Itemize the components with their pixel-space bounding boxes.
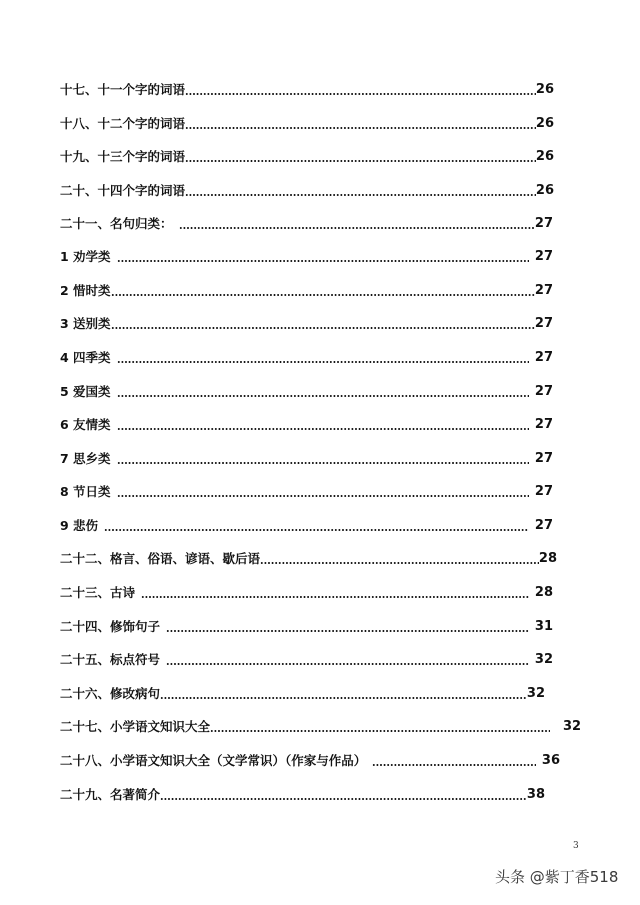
toc-entry[interactable] <box>60 752 560 770</box>
toc-entry-page: 26 <box>535 116 554 131</box>
toc-entry-label: 7 思乡类 <box>60 451 111 466</box>
dot-leader <box>117 416 529 434</box>
toc-entry-page: 27 <box>534 384 553 399</box>
toc-entry[interactable] <box>60 517 553 535</box>
toc-entry[interactable] <box>60 248 553 266</box>
toc-entry-label: 十七、十一个字的词语 <box>60 82 186 97</box>
dot-leader <box>117 349 529 367</box>
toc-entry-label: 十八、十二个字的词语 <box>60 116 186 131</box>
toc-entry-page: 27 <box>534 249 553 264</box>
dot-leader <box>260 550 539 568</box>
toc-entry-page: 28 <box>534 585 553 600</box>
toc-entry-page: 27 <box>534 316 553 331</box>
toc-entry-label: 二十三、古诗 <box>60 585 136 600</box>
toc-entry-label: 二十七、小学语文知识大全 <box>60 719 211 734</box>
toc-entry-label: 二十八、小学语文知识大全（文学常识）（作家与作品） <box>60 753 367 768</box>
toc-entry-page: 36 <box>541 753 560 768</box>
toc-entry-label: 二十二、格言、俗语、谚语、歇后语 <box>60 551 261 566</box>
toc-entry-label: 二十一、名句归类： <box>60 216 173 231</box>
toc-entry-page: 26 <box>535 149 554 164</box>
toc-entry[interactable] <box>60 383 553 401</box>
dot-leader <box>210 718 550 736</box>
dot-leader <box>160 786 527 804</box>
toc-entry-page: 28 <box>538 551 557 566</box>
toc-entry[interactable] <box>60 718 582 736</box>
toc-entry-label: 二十九、名著简介 <box>60 787 161 802</box>
toc-entry-page: 32 <box>534 652 553 667</box>
toc-entry[interactable] <box>60 483 553 501</box>
toc-entry-label: 6 友情类 <box>60 417 111 432</box>
dot-leader <box>141 584 529 602</box>
dot-leader <box>179 215 535 233</box>
toc-entry[interactable] <box>60 282 553 300</box>
toc-entry[interactable] <box>60 148 554 166</box>
toc-entry[interactable] <box>60 215 553 233</box>
toc-entry-page: 26 <box>535 183 554 198</box>
toc-entry-page: 38 <box>526 787 545 802</box>
toc-entry[interactable] <box>60 550 557 568</box>
toc-entry-page: 27 <box>534 283 553 298</box>
toc-entry-page: 27 <box>534 518 553 533</box>
toc-entry-page: 27 <box>534 417 553 432</box>
toc-entry-page: 27 <box>534 484 553 499</box>
toc-entry[interactable] <box>60 416 553 434</box>
toc-entry-page: 27 <box>534 350 553 365</box>
toc-entry[interactable] <box>60 115 554 133</box>
toc-entry-label: 2 惜时类 <box>60 283 111 298</box>
toc-entry-label: 4 四季类 <box>60 350 111 365</box>
toc-entry[interactable] <box>60 651 553 669</box>
toc-entry-page: 26 <box>535 82 554 97</box>
toc-entry-label: 5 爱国类 <box>60 384 111 399</box>
dot-leader <box>166 618 529 636</box>
toc-entry[interactable] <box>60 315 553 333</box>
toc-entry-label: 1 劝学类 <box>60 249 111 264</box>
dot-leader <box>111 282 535 300</box>
toc-entry-page: 32 <box>563 719 582 734</box>
page-number: 3 <box>573 841 579 851</box>
toc-entry[interactable] <box>60 685 545 703</box>
toc-entry[interactable] <box>60 182 554 200</box>
toc-entry-label: 二十五、标点符号 <box>60 652 161 667</box>
toc-entry-page: 27 <box>534 451 553 466</box>
dot-leader <box>111 315 535 333</box>
dot-leader <box>185 115 536 133</box>
toc-entry[interactable] <box>60 81 554 99</box>
toc-entry[interactable] <box>60 349 553 367</box>
toc-entry[interactable] <box>60 786 545 804</box>
watermark: 头条 @紫丁香518 <box>495 868 619 886</box>
dot-leader <box>117 383 529 401</box>
dot-leader <box>372 752 536 770</box>
dot-leader <box>185 182 536 200</box>
toc-entry-label: 3 送别类 <box>60 316 111 331</box>
toc-entry-label: 二十六、修改病句 <box>60 686 161 701</box>
toc-entry-label: 十九、十三个字的词语 <box>60 149 186 164</box>
dot-leader <box>185 148 536 166</box>
dot-leader <box>104 517 529 535</box>
toc-entry[interactable] <box>60 618 553 636</box>
toc-entry-page: 32 <box>526 686 545 701</box>
toc-entry-label: 9 悲伤 <box>60 518 99 533</box>
toc-entry-label: 二十、十四个字的词语 <box>60 183 186 198</box>
dot-leader <box>117 450 529 468</box>
dot-leader <box>117 248 529 266</box>
toc-entry[interactable] <box>60 450 553 468</box>
toc-entry-page: 27 <box>534 216 553 231</box>
toc-entry[interactable] <box>60 584 553 602</box>
dot-leader <box>160 685 527 703</box>
dot-leader <box>166 651 529 669</box>
toc-entry-page: 31 <box>534 619 553 634</box>
dot-leader <box>185 81 536 99</box>
toc-entry-label: 8 节日类 <box>60 484 111 499</box>
toc-entry-label: 二十四、修饰句子 <box>60 619 161 634</box>
dot-leader <box>117 483 529 501</box>
